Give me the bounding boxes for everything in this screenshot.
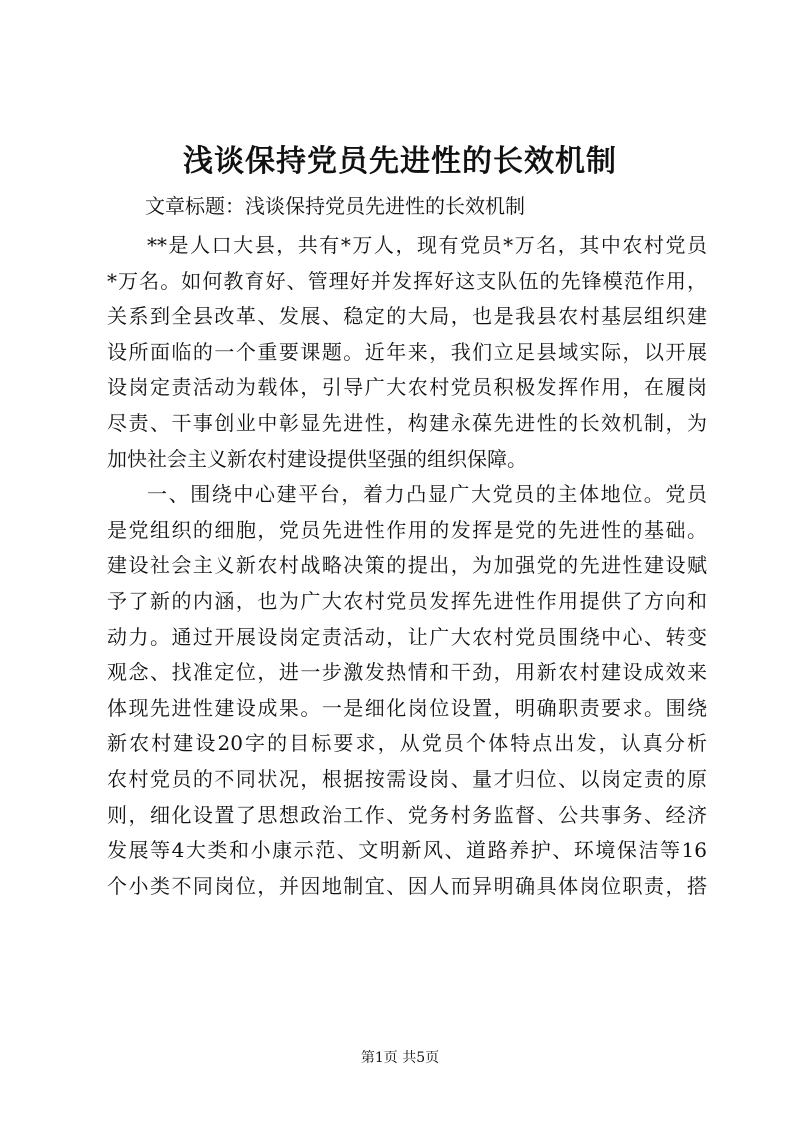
text-line: 个小类不同岗位，并因地制宜、因人而异明确具体岗位职责，搭 [107, 873, 707, 898]
text-line: 设所面临的一个重要课题。近年来，我们立足县域实际，以开展 [107, 339, 707, 364]
body-text [107, 228, 707, 904]
text-line: 是党组织的细胞，党员先进性作用的发挥是党的先进性的基础。 [107, 517, 707, 542]
text-line: 予了新的内涵，也为广大农村党员发挥先进性作用提供了方向和 [107, 588, 707, 613]
text-line: 一、围绕中心建平台，着力凸显广大党员的主体地位。党员 [147, 482, 707, 507]
text-line: 新农村建设20字的目标要求，从党员个体特点出发，认真分析 [107, 731, 707, 756]
text-line: *万名。如何教育好、管理好并发挥好这支队伍的先锋模范作用， [107, 268, 707, 293]
text-line: 农村党员的不同状况，根据按需设岗、量才归位、以岗定责的原 [107, 766, 707, 791]
text-line: 发展等4大类和小康示范、文明新风、道路养护、环境保洁等16 [107, 838, 707, 863]
text-line: 设岗定责活动为载体，引导广大农村党员积极发挥作用，在履岗 [107, 375, 707, 400]
text-line: 体现先进性建设成果。一是细化岗位设置，明确职责要求。围绕 [107, 695, 707, 720]
text-line: 则，细化设置了思想政治工作、党务村务监督、公共事务、经济 [107, 802, 707, 827]
text-line: 加快社会主义新农村建设提供坚强的组织保障。 [107, 446, 527, 471]
document-title: 浅谈保持党员先进性的长效机制 [183, 144, 617, 179]
text-line: 动力。通过开展设岗定责活动，让广大农村党员围绕中心、转变 [107, 624, 707, 649]
text-line: **是人口大县，共有*万人，现有党员*万名，其中农村党员 [147, 233, 707, 257]
text-line: 关系到全县改革、发展、稳定的大局，也是我县农村基层组织建 [107, 304, 707, 329]
page-number-footer: 第1页 共5页 [360, 1050, 440, 1066]
text-line: 尽责、干事创业中彰显先进性，构建永葆先进性的长效机制，为 [107, 410, 707, 435]
text-line: 建设社会主义新农村战略决策的提出，为加强党的先进性建设赋 [107, 553, 707, 578]
text-line: 观念、找准定位，进一步激发热情和干劲，用新农村建设成效来 [107, 660, 707, 685]
article-title-line: 文章标题：浅谈保持党员先进性的长效机制 [145, 194, 525, 218]
